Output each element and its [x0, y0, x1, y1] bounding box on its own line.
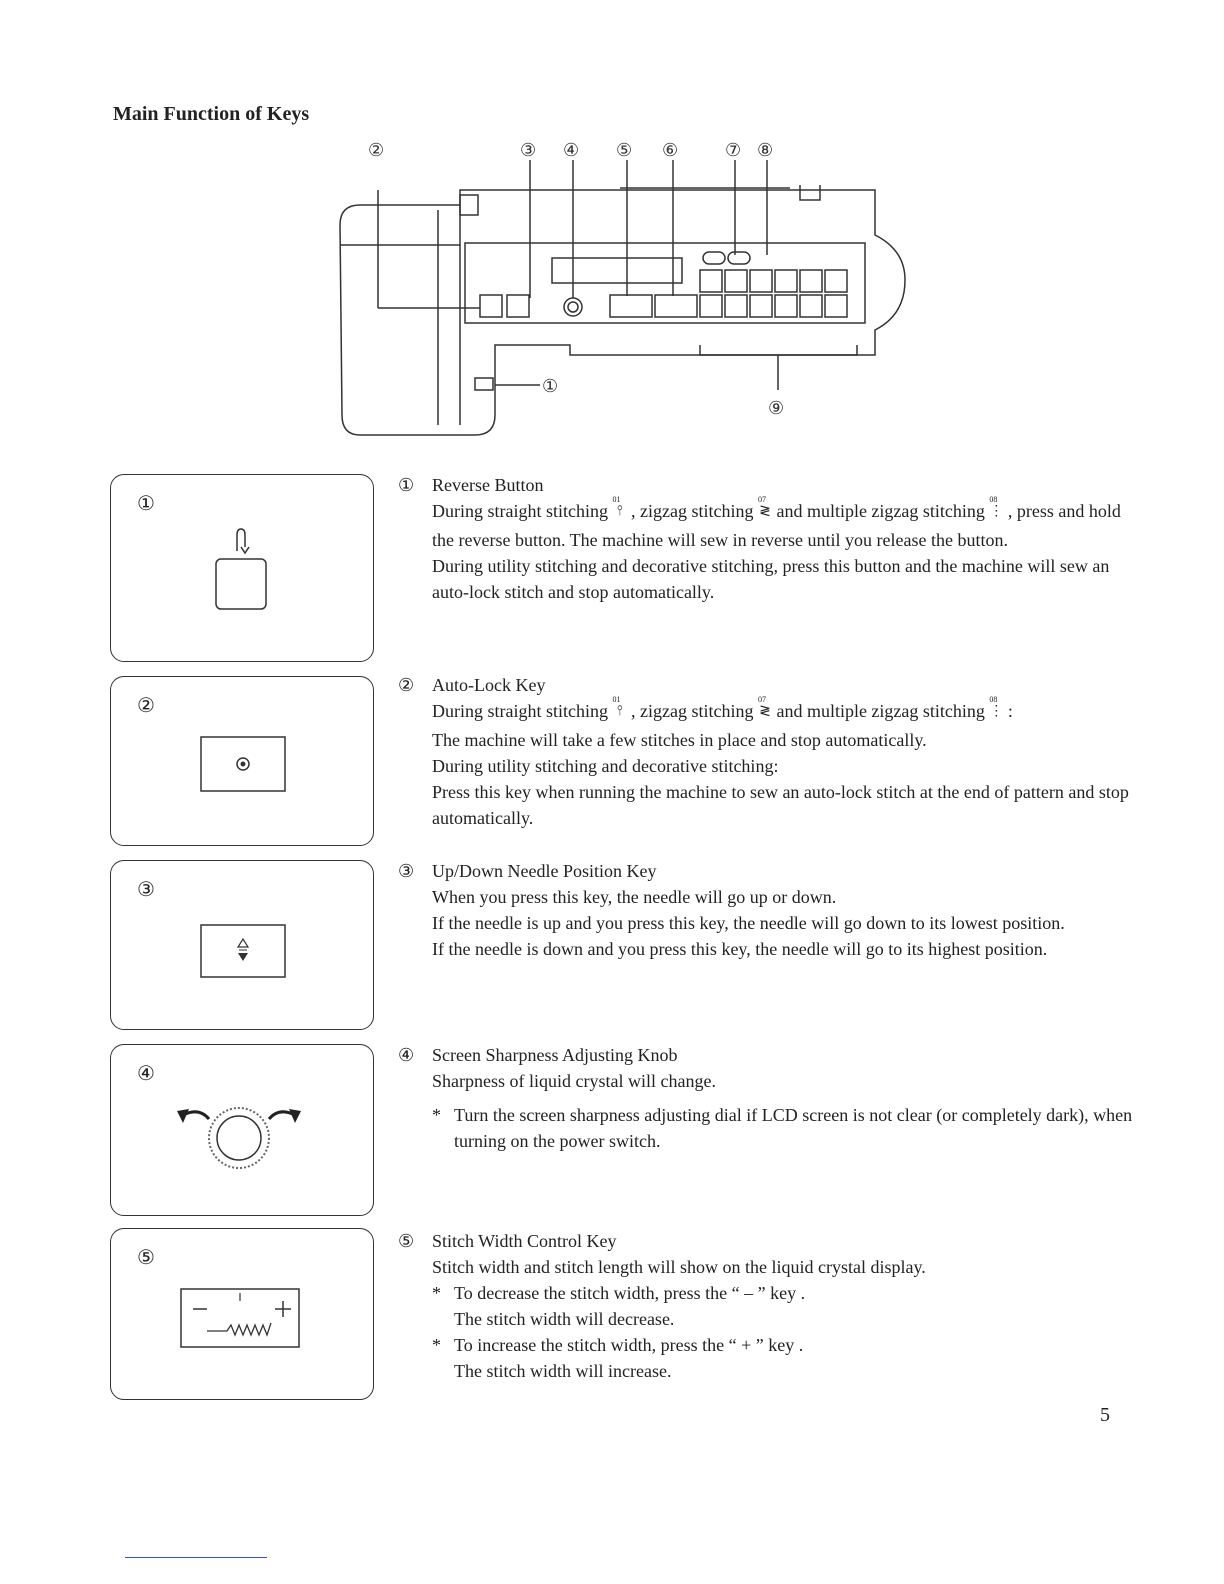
- auto-lock-key-icon: [111, 677, 375, 847]
- callout-8: ⑧: [757, 140, 774, 161]
- section-heading: Auto-Lock Key: [432, 675, 546, 695]
- paragraph: The machine will take a few stitches in place and stop automatically.: [432, 730, 927, 750]
- paragraph: During utility stitching and decorative stitching:: [432, 756, 779, 776]
- needle-position-key-icon: [111, 861, 375, 1031]
- section-number: ⑤: [398, 1231, 415, 1251]
- paragraph: During straight stitching 01 ⫯ , zigzag stitching 07 ≷ and multiple zigzag stitching 08 ⋮ :: [432, 698, 1138, 727]
- callout-7: ⑦: [725, 140, 742, 161]
- section-stitch-width-key: [398, 1228, 1138, 1384]
- section-number: ④: [398, 1045, 415, 1065]
- straight-stitch-icon: 01 ⫯: [612, 695, 623, 719]
- divider: [125, 1557, 267, 1558]
- paragraph: During utility stitching and decorative stitching, press this button and the machine will sew an auto-lock stitch and stop automatically.: [432, 556, 1110, 602]
- panel-sharpness-knob: [110, 1044, 374, 1216]
- section-heading: Stitch Width Control Key: [432, 1231, 617, 1251]
- callout-6: ⑥: [662, 140, 679, 161]
- zigzag-stitch-icon: 07 ≷: [757, 695, 771, 719]
- callout-4: ④: [563, 140, 580, 161]
- section-heading: Screen Sharpness Adjusting Knob: [432, 1045, 678, 1065]
- section-heading: Up/Down Needle Position Key: [432, 861, 657, 881]
- panel-needle-position-key: [110, 860, 374, 1030]
- note-bullet: * To decrease the stitch width, press the “ – ” key . The stitch width will decrease.: [432, 1283, 806, 1329]
- machine-diagram: [320, 130, 920, 440]
- section-reverse-button: [398, 472, 1138, 605]
- panel-number: ③: [137, 879, 155, 901]
- callout-9: ⑨: [768, 398, 785, 419]
- callout-2: ②: [368, 140, 385, 161]
- sharpness-knob-icon: [111, 1045, 375, 1217]
- callout-5: ⑤: [616, 140, 633, 161]
- note-bullet: * To increase the stitch width, press the “ + ” key . The stitch width will increase.: [432, 1335, 804, 1381]
- stitch-width-key-icon: [111, 1229, 375, 1401]
- panel-number: ①: [137, 493, 155, 515]
- paragraph: When you press this key, the needle will go up or down.: [432, 887, 837, 907]
- section-number: ①: [398, 475, 415, 495]
- machine-illustration: [320, 130, 920, 440]
- panel-number: ④: [137, 1063, 155, 1085]
- paragraph: Stitch width and stitch length will show on the liquid crystal display.: [432, 1257, 926, 1277]
- callout-1: ①: [542, 376, 559, 397]
- section-number: ②: [398, 675, 415, 695]
- paragraph: Sharpness of liquid crystal will change.: [432, 1071, 716, 1091]
- panel-stitch-width-key: [110, 1228, 374, 1400]
- section-needle-position-key: [398, 858, 1138, 962]
- section-number: ③: [398, 861, 415, 881]
- section-sharpness-knob: [398, 1042, 1138, 1154]
- section-auto-lock-key: [398, 672, 1138, 831]
- paragraph: If the needle is down and you press this key, the needle will go to its highest position.: [432, 939, 1048, 959]
- paragraph: If the needle is up and you press this key, the needle will go down to its lowest position.: [432, 913, 1065, 933]
- page-title: Main Function of Keys: [113, 103, 310, 125]
- paragraph: During straight stitching 01 ⫯ , zigzag stitching 07 ≷ and multiple zigzag stitching 08 ⋮ , press and hold the reverse button. The machine will sew in reverse until you release the button.: [432, 495, 1121, 550]
- straight-stitch-icon: 01 ⫯: [612, 495, 623, 519]
- callout-3: ③: [520, 140, 537, 161]
- multi-zigzag-stitch-icon: 08 ⋮: [989, 695, 1004, 719]
- page-number: 5: [1100, 1404, 1110, 1426]
- panel-reverse-button: [110, 474, 374, 662]
- note-bullet: * Turn the screen sharpness adjusting dial if LCD screen is not clear (or completely dark), when turning on the power switch.: [432, 1105, 1133, 1151]
- reverse-key-icon: [111, 475, 375, 663]
- panel-number: ②: [137, 695, 155, 717]
- multi-zigzag-stitch-icon: 08 ⋮: [989, 495, 1004, 519]
- panel-number: ⑤: [137, 1247, 155, 1269]
- paragraph: Press this key when running the machine to sew an auto-lock stitch at the end of pattern and stop automatically.: [432, 782, 1129, 828]
- zigzag-stitch-icon: 07 ≷: [757, 495, 771, 519]
- panel-auto-lock-key: [110, 676, 374, 846]
- section-heading: Reverse Button: [432, 475, 544, 495]
